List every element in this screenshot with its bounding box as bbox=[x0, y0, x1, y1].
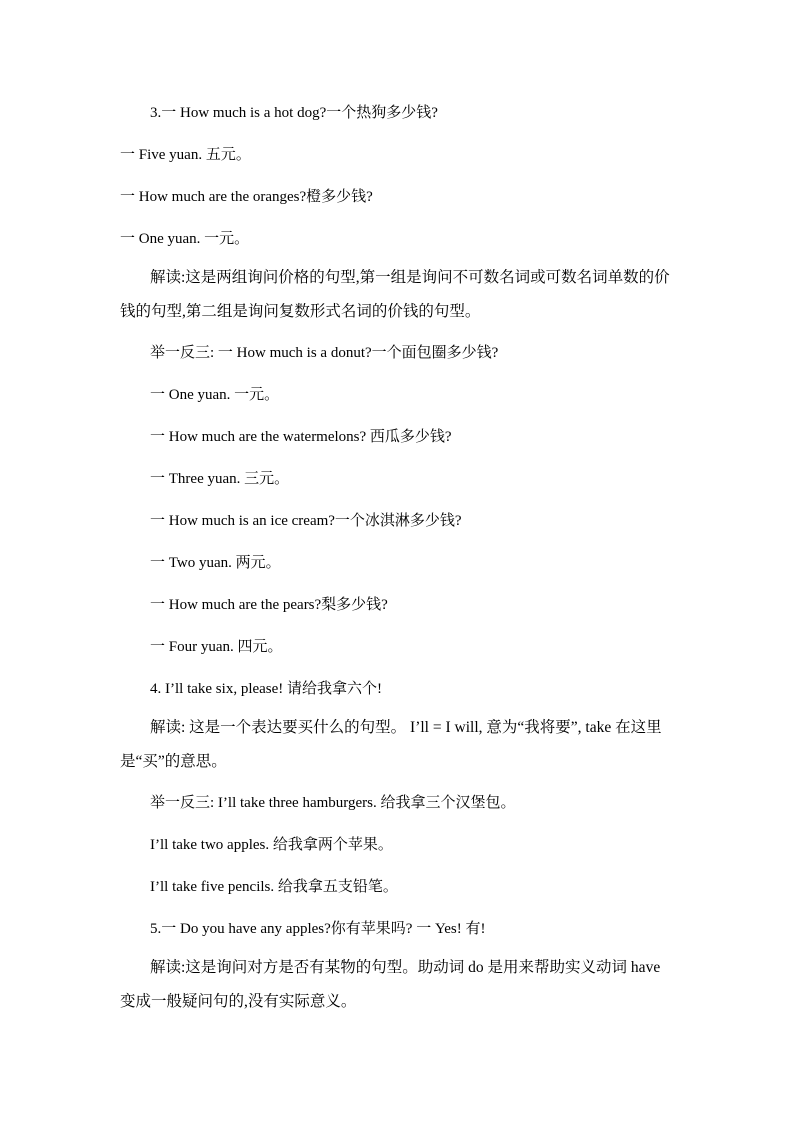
practice-line-5: 一 How much is an ice cream?一个冰淇淋多少钱? bbox=[150, 513, 462, 529]
example-3-answer: 一 Five yuan. 五元。 bbox=[120, 147, 251, 163]
example-5-dialogue: 5.一 Do you have any apples?你有苹果吗? 一 Yes! 有! bbox=[150, 921, 486, 937]
practice-line-2: 一 One yuan. 一元。 bbox=[150, 387, 280, 403]
example-3-answer-plural: 一 One yuan. 一元。 bbox=[120, 231, 250, 247]
explanation-paragraph-3: 解读:这是询问对方是否有某物的句型。助动词 do 是用来帮助实义动词 have 变成一般疑问句的,没有实际意义。 bbox=[120, 959, 661, 1010]
explanation-paragraph-1: 解读:这是两组询问价格的句型,第一组是询问不可数名词或可数名词单数的价钱的句型,第二组是询问复数形式名词的价钱的句型。 bbox=[120, 269, 670, 320]
practice-line-4: 一 Three yuan. 三元。 bbox=[150, 471, 290, 487]
practice-line-6: 一 Two yuan. 两元。 bbox=[150, 555, 281, 571]
explanation-paragraph-2: 解读: 这是一个表达要买什么的句型。 I’ll = I will, 意为“我将要”, take 在这里是“买”的意思。 bbox=[120, 719, 662, 770]
practice-4-line-1: 举一反三: I’ll take three hamburgers. 给我拿三个汉堡包。 bbox=[150, 795, 516, 811]
example-4-sentence: 4. I’ll take six, please! 请给我拿六个! bbox=[150, 681, 383, 697]
practice-line-8: 一 Four yuan. 四元。 bbox=[150, 639, 283, 655]
practice-line-3: 一 How much are the watermelons? 西瓜多少钱? bbox=[150, 429, 452, 445]
example-3-question: 3.一 How much is a hot dog?一个热狗多少钱? bbox=[150, 105, 438, 121]
practice-line-7: 一 How much are the pears?梨多少钱? bbox=[150, 597, 388, 613]
practice-line-1: 举一反三: 一 How much is a donut?一个面包圈多少钱? bbox=[150, 345, 499, 361]
example-3-question-plural: 一 How much are the oranges?橙多少钱? bbox=[120, 189, 373, 205]
practice-4-line-3: I’ll take five pencils. 给我拿五支铅笔。 bbox=[150, 879, 398, 895]
practice-4-line-2: I’ll take two apples. 给我拿两个苹果。 bbox=[150, 837, 393, 853]
